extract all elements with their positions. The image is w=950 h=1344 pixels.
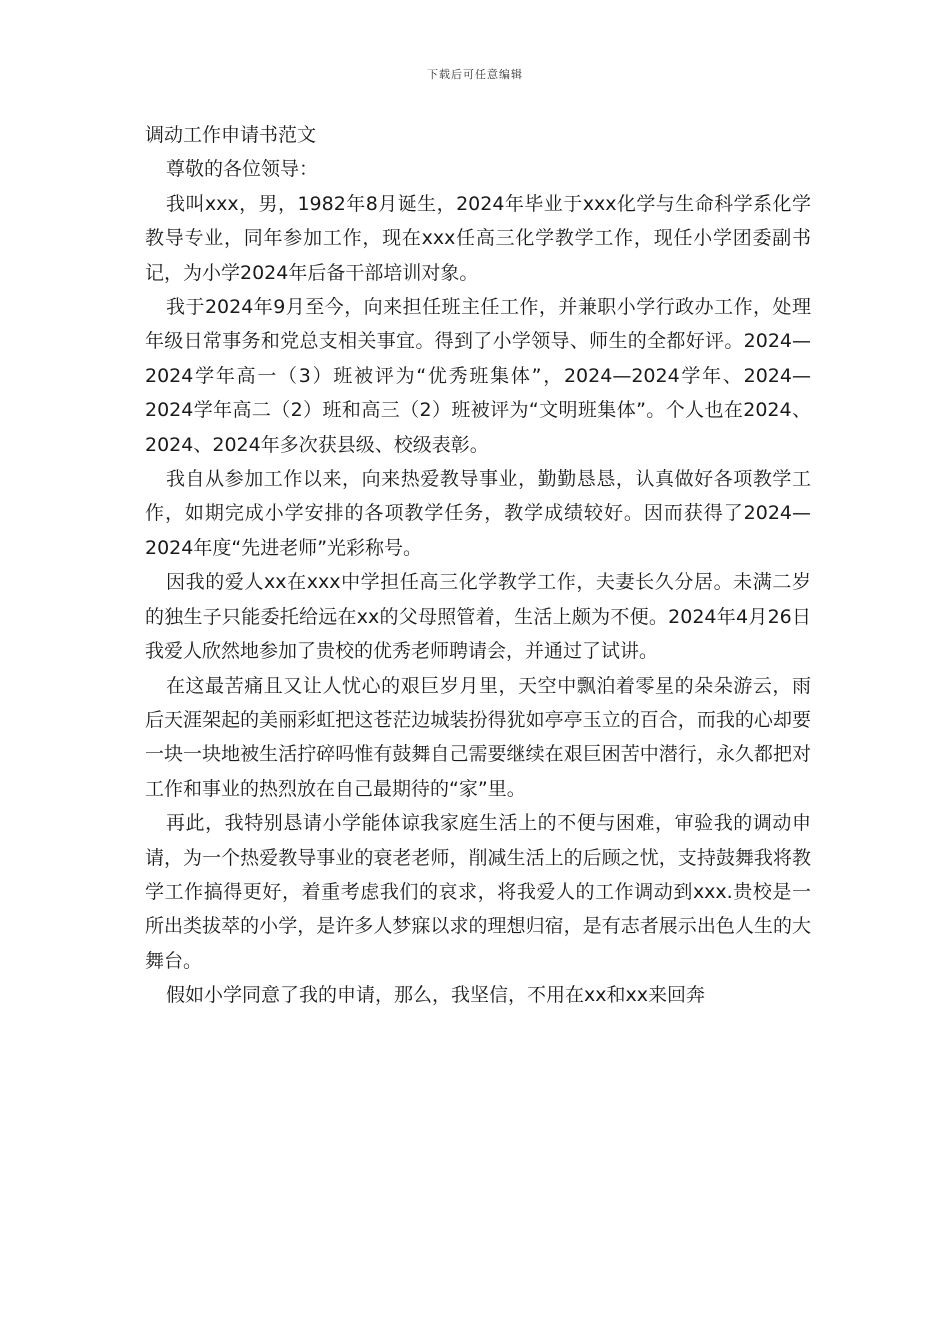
paragraph-family-situation: 因我的爱人xx在xxx中学担任高三化学教学工作，夫妻长久分居。未满二岁的独生子只能委托给远在xx的父母照管着，生活上颇为不便。2024年4月26日我爱人欣然地参加了贵校的优秀老师聘请会，并通过了试讲。: [145, 571, 811, 663]
paragraph-conclusion: 假如小学同意了我的申请，那么，我坚信，不用在xx和xx来回奔: [166, 984, 705, 1007]
paragraph-work-history: 我于2024年9月至今，向来担任班主任工作，并兼职小学行政办工作，处理年级日常事务和党总支相关事宜。得到了小学领导、师生的全都好评。2024—2024学年高一（3）班被评为“优秀班集体”，2024—2024学年、2024—2024学年高二（2）班和高三（2）班被评为“文明班集体”。个人也在2024、2024、2024年多次获县级、校级表彰。: [145, 296, 811, 456]
page-header-note: 下载后可任意编辑: [427, 68, 523, 81]
document-title: 调动工作申请书范文: [145, 124, 317, 146]
paragraph-feelings: 在这最苦痛且又让人忧心的艰巨岁月里，天空中飘泊着零星的朵朵游云，雨后天涯架起的美丽彩虹把这苍茫边城装扮得犹如亭亭玉立的百合，而我的心却要一块一块地被生活拧碎吗惟有鼓舞自己需要继续在艰巨困苦中潜行，永久都把对工作和事业的热烈放在自己最期待的“家”里。: [145, 674, 811, 800]
paragraph-dedication: 我自从参加工作以来，向来热爱教导事业，勤勤恳恳，认真做好各项教学工作，如期完成小学安排的各项教学任务，教学成绩较好。因而获得了2024—2024年度“先进老师”光彩称号。: [145, 468, 811, 559]
salutation: 尊敬的各位领导：: [166, 158, 319, 181]
document-body: [145, 118, 811, 1013]
paragraph-introduction: 我叫xxx，男，1982年8月诞生，2024年毕业于xxx化学与生命科学系化学教导专业，同年参加工作，现在xxx任高三化学教学工作，现任小学团委副书记，为小学2024年后备干部培训对象。: [145, 192, 811, 284]
paragraph-request: 再此，我特别恳请小学能体谅我家庭生活上的不便与困难，审验我的调动申请，为一个热爱教导事业的衰老老师，削减生活上的后顾之忧，支持鼓舞我将教学工作搞得更好，着重考虑我们的哀求，将我爱人的工作调动到xxx.贵校是一所出类拔萃的小学，是许多人梦寐以求的理想归宿，是有志者展示出色人生的大舞台。: [145, 812, 811, 972]
